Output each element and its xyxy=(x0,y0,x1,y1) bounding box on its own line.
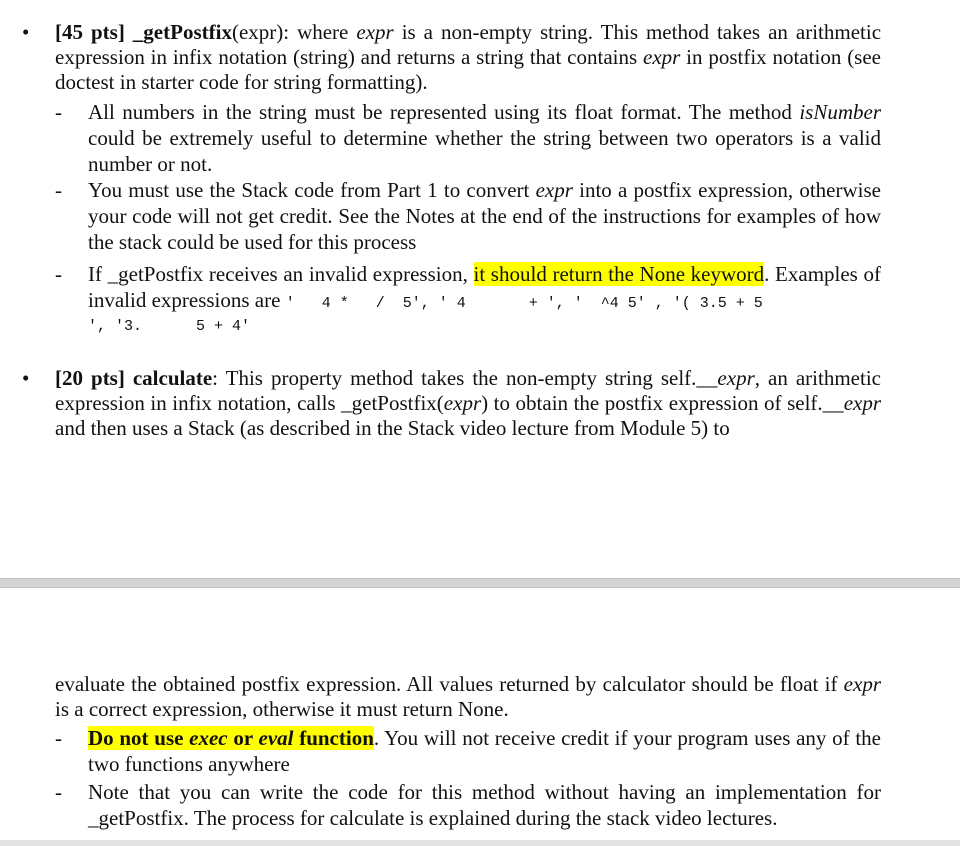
calculate-continuation: evaluate the obtained postfix expression. All values returned by calculator should be float if expr is a correct expression, otherwise it must return None. xyxy=(55,672,881,721)
sub-item-float-format: All numbers in the string must be represented using its float format. The method isNumber could be extremely useful to determine whether the string between two operators is a valid number or not. xyxy=(88,100,881,176)
dash-marker: - xyxy=(55,100,62,124)
bullet-marker: • xyxy=(22,20,30,44)
bullet-label: [45 pts] _getPostfix xyxy=(55,20,232,44)
highlighted-text: it should return the None keyword xyxy=(473,262,765,286)
page-separator xyxy=(0,578,960,588)
dash-marker: - xyxy=(55,178,62,202)
code-example-continued: ', '3. 5 + 4' xyxy=(88,318,251,335)
bullet-marker: • xyxy=(22,366,30,390)
dash-marker: - xyxy=(55,726,62,750)
highlighted-warning: Do not use exec or eval function xyxy=(88,726,374,750)
sub-item-note: Note that you can write the code for this method without having an implementation for _getPostfix. The process for calculate is explained during the stack video lectures. xyxy=(88,780,881,830)
method-name: isNumber xyxy=(799,100,881,124)
dash-marker: - xyxy=(55,780,62,804)
sub-item-stack-code: You must use the Stack code from Part 1 to convert expr into a postfix expression, otherwise your code will not get credit. See the Notes at the end of the instructions for examples of how the stack could be used for this process xyxy=(88,178,881,254)
bullet-getpostfix: [45 pts] _getPostfix(expr): where expr is a non-empty string. This method takes an arithmetic expression in infix notation (string) and returns a string that contains expr in postfix notation (see doctest in starter code for string formatting). xyxy=(55,20,882,94)
document-page-2 xyxy=(0,588,960,840)
bullet-calculate: [20 pts] calculate: This property method takes the non-empty string self.__expr, an arithmetic expression in infix notation, calls _getPostfix(expr) to obtain the postfix expression of self.__expr and then uses a Stack (as described in the Stack video lecture from Module 5) to xyxy=(55,366,882,440)
sub-item-invalid-expression: If _getPostfix receives an invalid expression, it should return the None keyword. Examples of invalid expressions are ' 4 * / 5', ' 4 + ', ' ^4 5' , '( 3.5 + 5 xyxy=(88,262,881,312)
page-bottom-edge xyxy=(0,840,960,846)
sub-item-no-exec-eval: Do not use exec or eval function. You will not receive credit if your program uses any of the two functions anywhere xyxy=(88,726,881,776)
bullet-label: [20 pts] calculate xyxy=(55,366,213,390)
dash-marker: - xyxy=(55,262,62,286)
code-example: ' 4 * / 5', ' 4 + ', ' ^4 5' , '( 3.5 + 5 xyxy=(285,295,763,312)
